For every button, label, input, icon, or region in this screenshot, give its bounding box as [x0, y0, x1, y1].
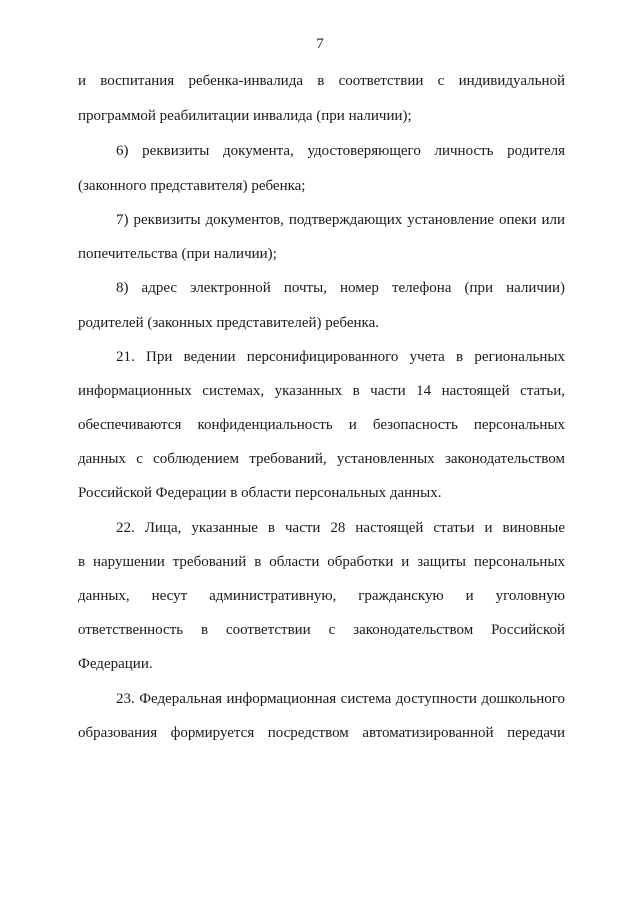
text-line: (законного представителя) ребенка; [78, 178, 306, 194]
page-number: 7 [316, 36, 324, 52]
text-line: родителей (законных представителей) ребенка. [78, 315, 380, 331]
text-line: попечительства (при наличии); [78, 246, 277, 262]
text-line: образования формируется посредством автоматизированной передачи [78, 725, 565, 741]
text-line: данных с соблюдением требований, установленных законодательством [78, 451, 565, 467]
text-line: 8) адрес электронной почты, номер телефона (при наличии) [116, 280, 565, 296]
text-line: обеспечиваются конфиденциальность и безопасность персональных [78, 417, 565, 433]
text-line: 22. Лица, указанные в части 28 настоящей статьи и виновные [116, 520, 565, 536]
text-line: Федерации. [78, 656, 153, 672]
text-line: 23. Федеральная информационная система доступности дошкольного [116, 691, 565, 707]
text-line: и воспитания ребенка-инвалида в соответствии с индивидуальной [78, 73, 565, 89]
text-line: Российской Федерации в области персональных данных. [78, 485, 442, 501]
text-line: в нарушении требований в области обработки и защиты персональных [78, 554, 565, 570]
text-line: 21. При ведении персонифицированного учета в региональных [116, 349, 565, 365]
text-line: данных, несут административную, гражданскую и уголовную [78, 588, 565, 604]
text-line: программой реабилитации инвалида (при наличии); [78, 108, 412, 124]
text-line: 6) реквизиты документа, удостоверяющего личность родителя [116, 143, 565, 159]
text-line: 7) реквизиты документов, подтверждающих установление опеки или [116, 212, 565, 228]
text-line: информационных системах, указанных в части 14 настоящей статьи, [78, 383, 565, 399]
text-line: ответственность в соответствии с законодательством Российской [78, 622, 565, 638]
